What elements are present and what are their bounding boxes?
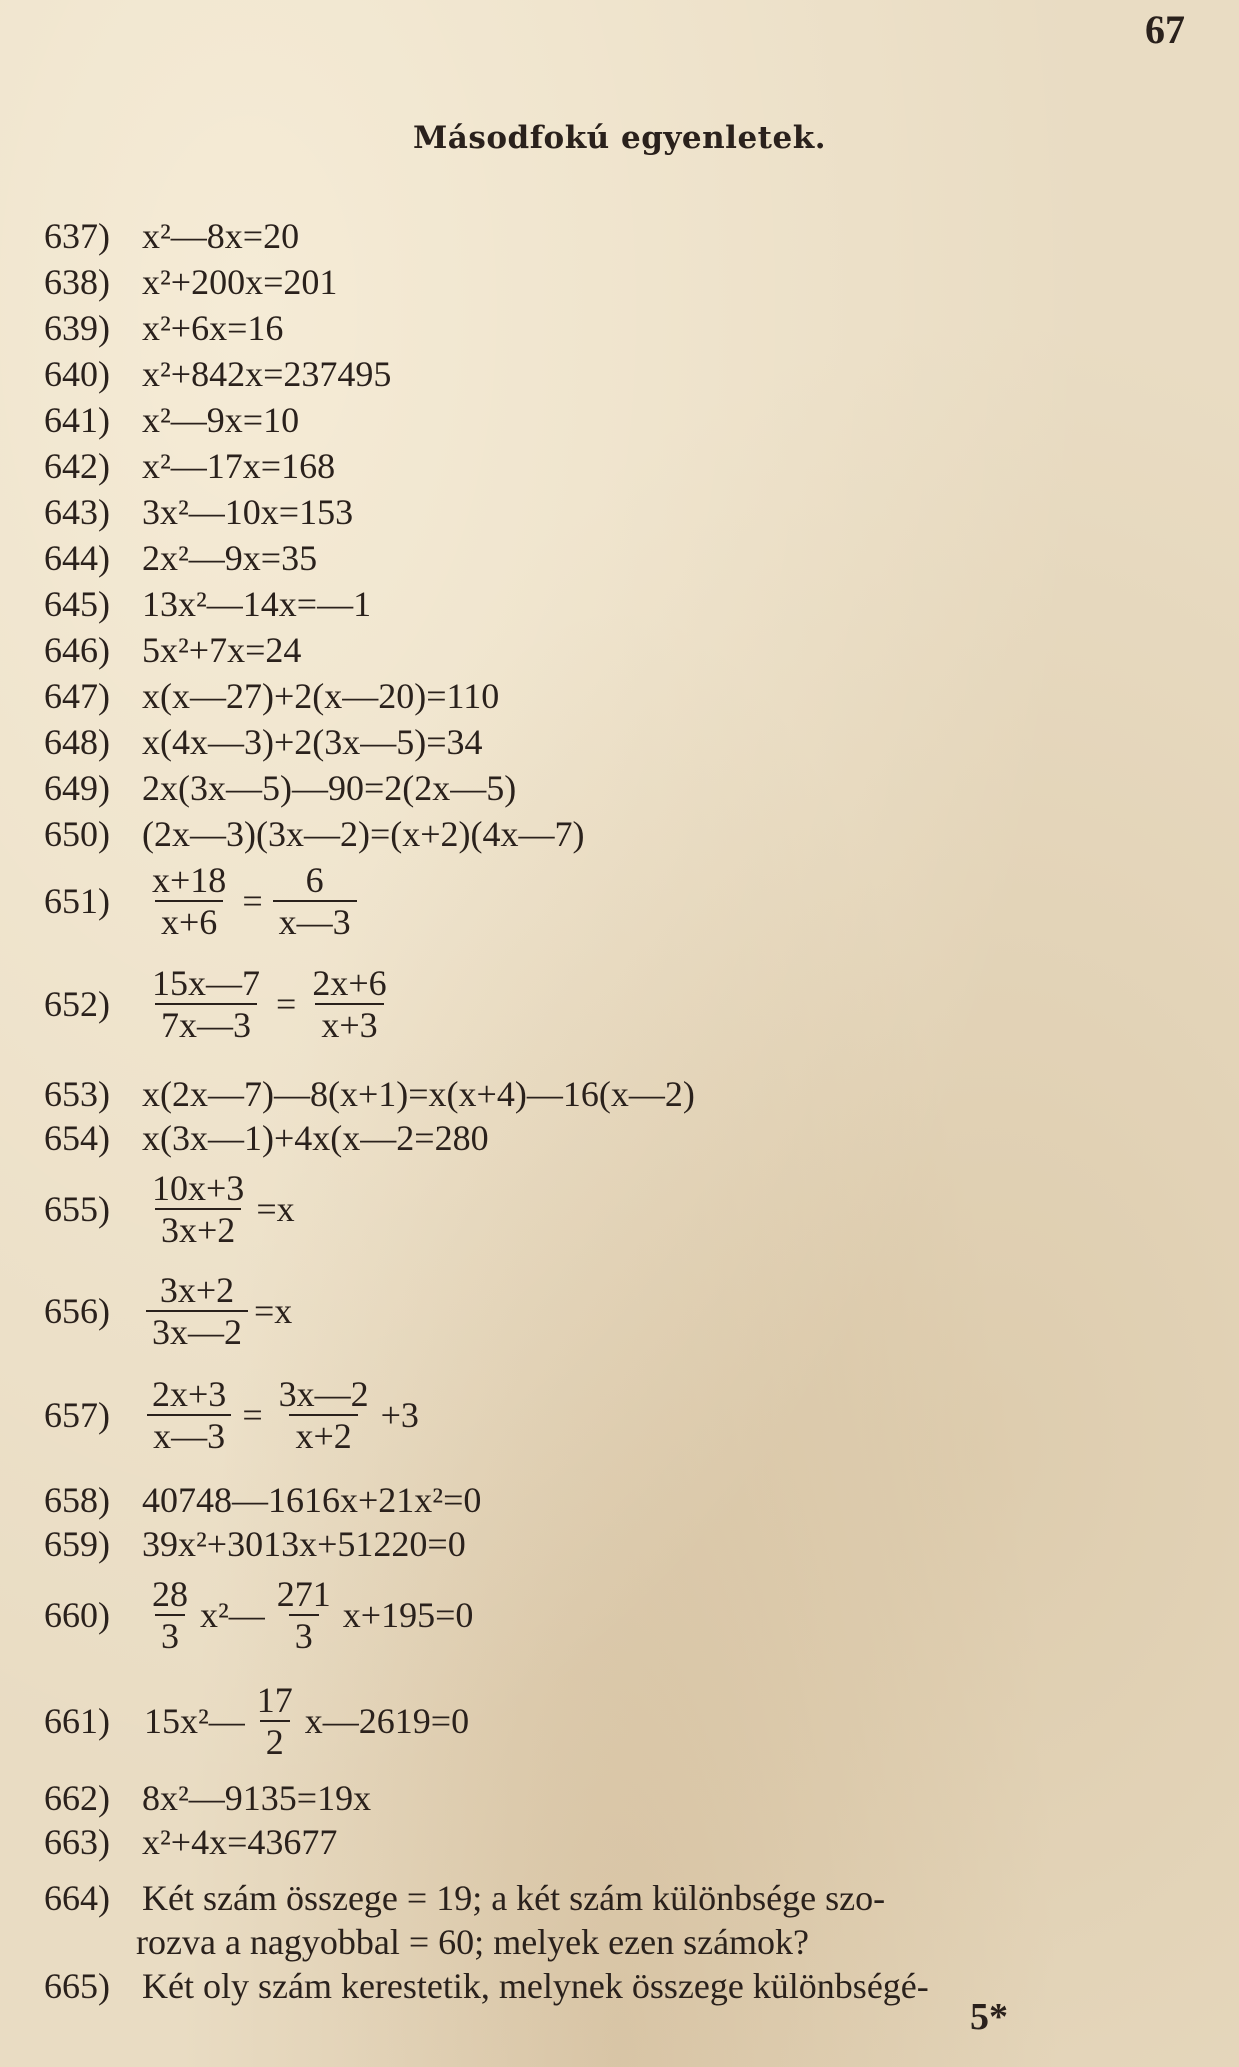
equation: x²—17x=168 <box>142 446 336 486</box>
problem-number: 655) <box>44 1189 110 1229</box>
equation-rest: =x <box>256 1189 295 1229</box>
denominator: x+3 <box>315 1003 383 1045</box>
numerator: 3x—2 <box>278 1374 369 1414</box>
equation: 2x(3x—5)—90=2(2x—5) <box>142 768 517 808</box>
problem-656 <box>44 1270 294 1352</box>
problem-row <box>44 766 516 810</box>
problem-number: 658) <box>44 1480 110 1520</box>
denominator: 3 <box>289 1614 319 1656</box>
problem-653 <box>44 1072 695 1116</box>
problem-number: 642) <box>44 446 110 486</box>
problem-number: 651) <box>44 881 110 921</box>
equals-sign: = <box>276 984 297 1024</box>
problem-number: 646) <box>44 630 110 670</box>
equation-rest: x+195=0 <box>342 1595 474 1635</box>
problem-row <box>44 214 299 258</box>
numerator: 271 <box>276 1574 331 1614</box>
problem-number: 637) <box>44 216 110 256</box>
denominator: x+6 <box>155 900 223 942</box>
denominator: x+2 <box>289 1414 357 1456</box>
problem-658 <box>44 1478 481 1522</box>
problem-664 <box>44 1876 885 1920</box>
equation: x²—9x=10 <box>142 400 300 440</box>
equation: 40748—1616x+21x²=0 <box>142 1480 482 1520</box>
fraction-right <box>306 963 392 1045</box>
numerator: 3x+2 <box>159 1270 235 1310</box>
numerator: 6 <box>305 860 324 900</box>
fraction <box>146 1270 248 1352</box>
denominator: x—3 <box>273 900 357 942</box>
equation: 39x²+3013x+51220=0 <box>142 1524 466 1564</box>
problem-663 <box>44 1820 337 1864</box>
problem-number: 641) <box>44 400 110 440</box>
signature-mark: 5* <box>970 1996 1008 2038</box>
problem-number: 639) <box>44 308 110 348</box>
fraction-right <box>273 1374 375 1456</box>
equation-rest: =x <box>254 1291 293 1331</box>
numerator: 2x+3 <box>152 1374 227 1414</box>
problem-row <box>44 674 499 718</box>
problem-row <box>44 720 483 764</box>
equation: x(4x—3)+2(3x—5)=34 <box>142 722 483 762</box>
problem-number: 650) <box>44 814 110 854</box>
problem-number: 647) <box>44 676 110 716</box>
problem-665 <box>44 1964 929 2008</box>
problem-number: 643) <box>44 492 110 532</box>
problem-659 <box>44 1522 466 1566</box>
problem-row <box>44 536 317 580</box>
problem-661 <box>44 1680 471 1762</box>
problem-row <box>44 260 337 304</box>
problem-654 <box>44 1116 489 1160</box>
problem-row <box>44 306 283 350</box>
problem-row <box>44 490 353 534</box>
numerator: 28 <box>152 1574 188 1614</box>
denominator: x—3 <box>147 1414 231 1456</box>
problem-number: 653) <box>44 1074 110 1114</box>
equation-rest: +3 <box>380 1395 419 1435</box>
equation: 8x²—9135=19x <box>142 1778 372 1818</box>
denominator: 3 <box>155 1614 185 1656</box>
problem-row <box>44 352 391 396</box>
problem-number: 662) <box>44 1778 110 1818</box>
problem-row <box>44 398 299 442</box>
denominator: 3x—2 <box>146 1310 248 1352</box>
problem-number: 640) <box>44 354 110 394</box>
problem-number: 648) <box>44 722 110 762</box>
numerator: 17 <box>256 1680 293 1720</box>
equals-sign: = <box>242 1395 263 1435</box>
equation: x²+200x=201 <box>142 262 338 302</box>
equation-start: 15x²— <box>144 1701 245 1741</box>
problem-655 <box>44 1168 297 1250</box>
word-problem-line: Két oly szám kerestetik, melynek összege különbségé- <box>142 1966 929 2006</box>
equation: x²+842x=237495 <box>142 354 392 394</box>
numerator: 15x—7 <box>152 963 260 1003</box>
equation-middle: x²— <box>200 1595 265 1635</box>
word-problem-line: Két szám összege = 19; a két szám különbsége szo- <box>142 1878 886 1918</box>
problem-652 <box>44 963 397 1045</box>
problem-row <box>44 812 585 856</box>
equals-sign: = <box>242 881 263 921</box>
problem-row <box>44 582 371 626</box>
problem-number: 665) <box>44 1966 110 2006</box>
problem-number: 652) <box>44 984 110 1024</box>
problem-number: 644) <box>44 538 110 578</box>
problem-number: 656) <box>44 1291 110 1331</box>
problem-row <box>44 444 335 488</box>
fraction-left <box>146 1574 194 1656</box>
equation: x(x—27)+2(x—20)=110 <box>142 676 500 716</box>
problem-662 <box>44 1776 371 1820</box>
problem-number: 645) <box>44 584 110 624</box>
equation: 2x²—9x=35 <box>142 538 318 578</box>
problem-660 <box>44 1574 475 1656</box>
numerator: 10x+3 <box>152 1168 245 1208</box>
equation: x(2x—7)—8(x+1)=x(x+4)—16(x—2) <box>142 1074 695 1114</box>
problem-number: 664) <box>44 1878 110 1918</box>
problem-number: 638) <box>44 262 110 302</box>
equation: x(3x—1)+4x(x—2=280 <box>142 1118 489 1158</box>
problem-number: 659) <box>44 1524 110 1564</box>
problem-number: 663) <box>44 1822 110 1862</box>
problem-number: 657) <box>44 1395 110 1435</box>
denominator: 7x—3 <box>155 1003 257 1045</box>
problem-657 <box>44 1374 421 1456</box>
problem-664-continuation: rozva a nagyobbal = 60; melyek ezen számok? <box>136 1922 810 1962</box>
equation: x²+4x=43677 <box>142 1822 338 1862</box>
fraction-right <box>271 1574 337 1656</box>
denominator: 2 <box>260 1720 290 1762</box>
fraction-left <box>146 1374 232 1456</box>
equation: (2x—3)(3x—2)=(x+2)(4x—7) <box>142 814 585 854</box>
equation-rest: x—2619=0 <box>304 1701 470 1741</box>
problem-row <box>44 628 301 672</box>
equation: 13x²—14x=—1 <box>142 584 372 624</box>
numerator: 2x+6 <box>312 963 387 1003</box>
fraction-left <box>146 963 266 1045</box>
fraction-left <box>146 860 232 942</box>
equation: x²+6x=16 <box>142 308 284 348</box>
page-number: 67 <box>1145 7 1185 52</box>
page-title: Másodfokú egyenletek. <box>412 120 826 156</box>
problem-number: 649) <box>44 768 110 808</box>
problem-number: 660) <box>44 1595 110 1635</box>
fraction <box>146 1168 250 1250</box>
numerator: x+18 <box>152 860 227 900</box>
equation: 5x²+7x=24 <box>142 630 302 670</box>
problem-number: 654) <box>44 1118 110 1158</box>
fraction <box>251 1680 299 1762</box>
equation: 3x²—10x=153 <box>142 492 354 532</box>
problem-number: 661) <box>44 1701 110 1741</box>
denominator: 3x+2 <box>155 1208 241 1250</box>
equation: x²—8x=20 <box>142 216 300 256</box>
fraction-right <box>273 860 357 942</box>
problem-651 <box>44 860 361 942</box>
